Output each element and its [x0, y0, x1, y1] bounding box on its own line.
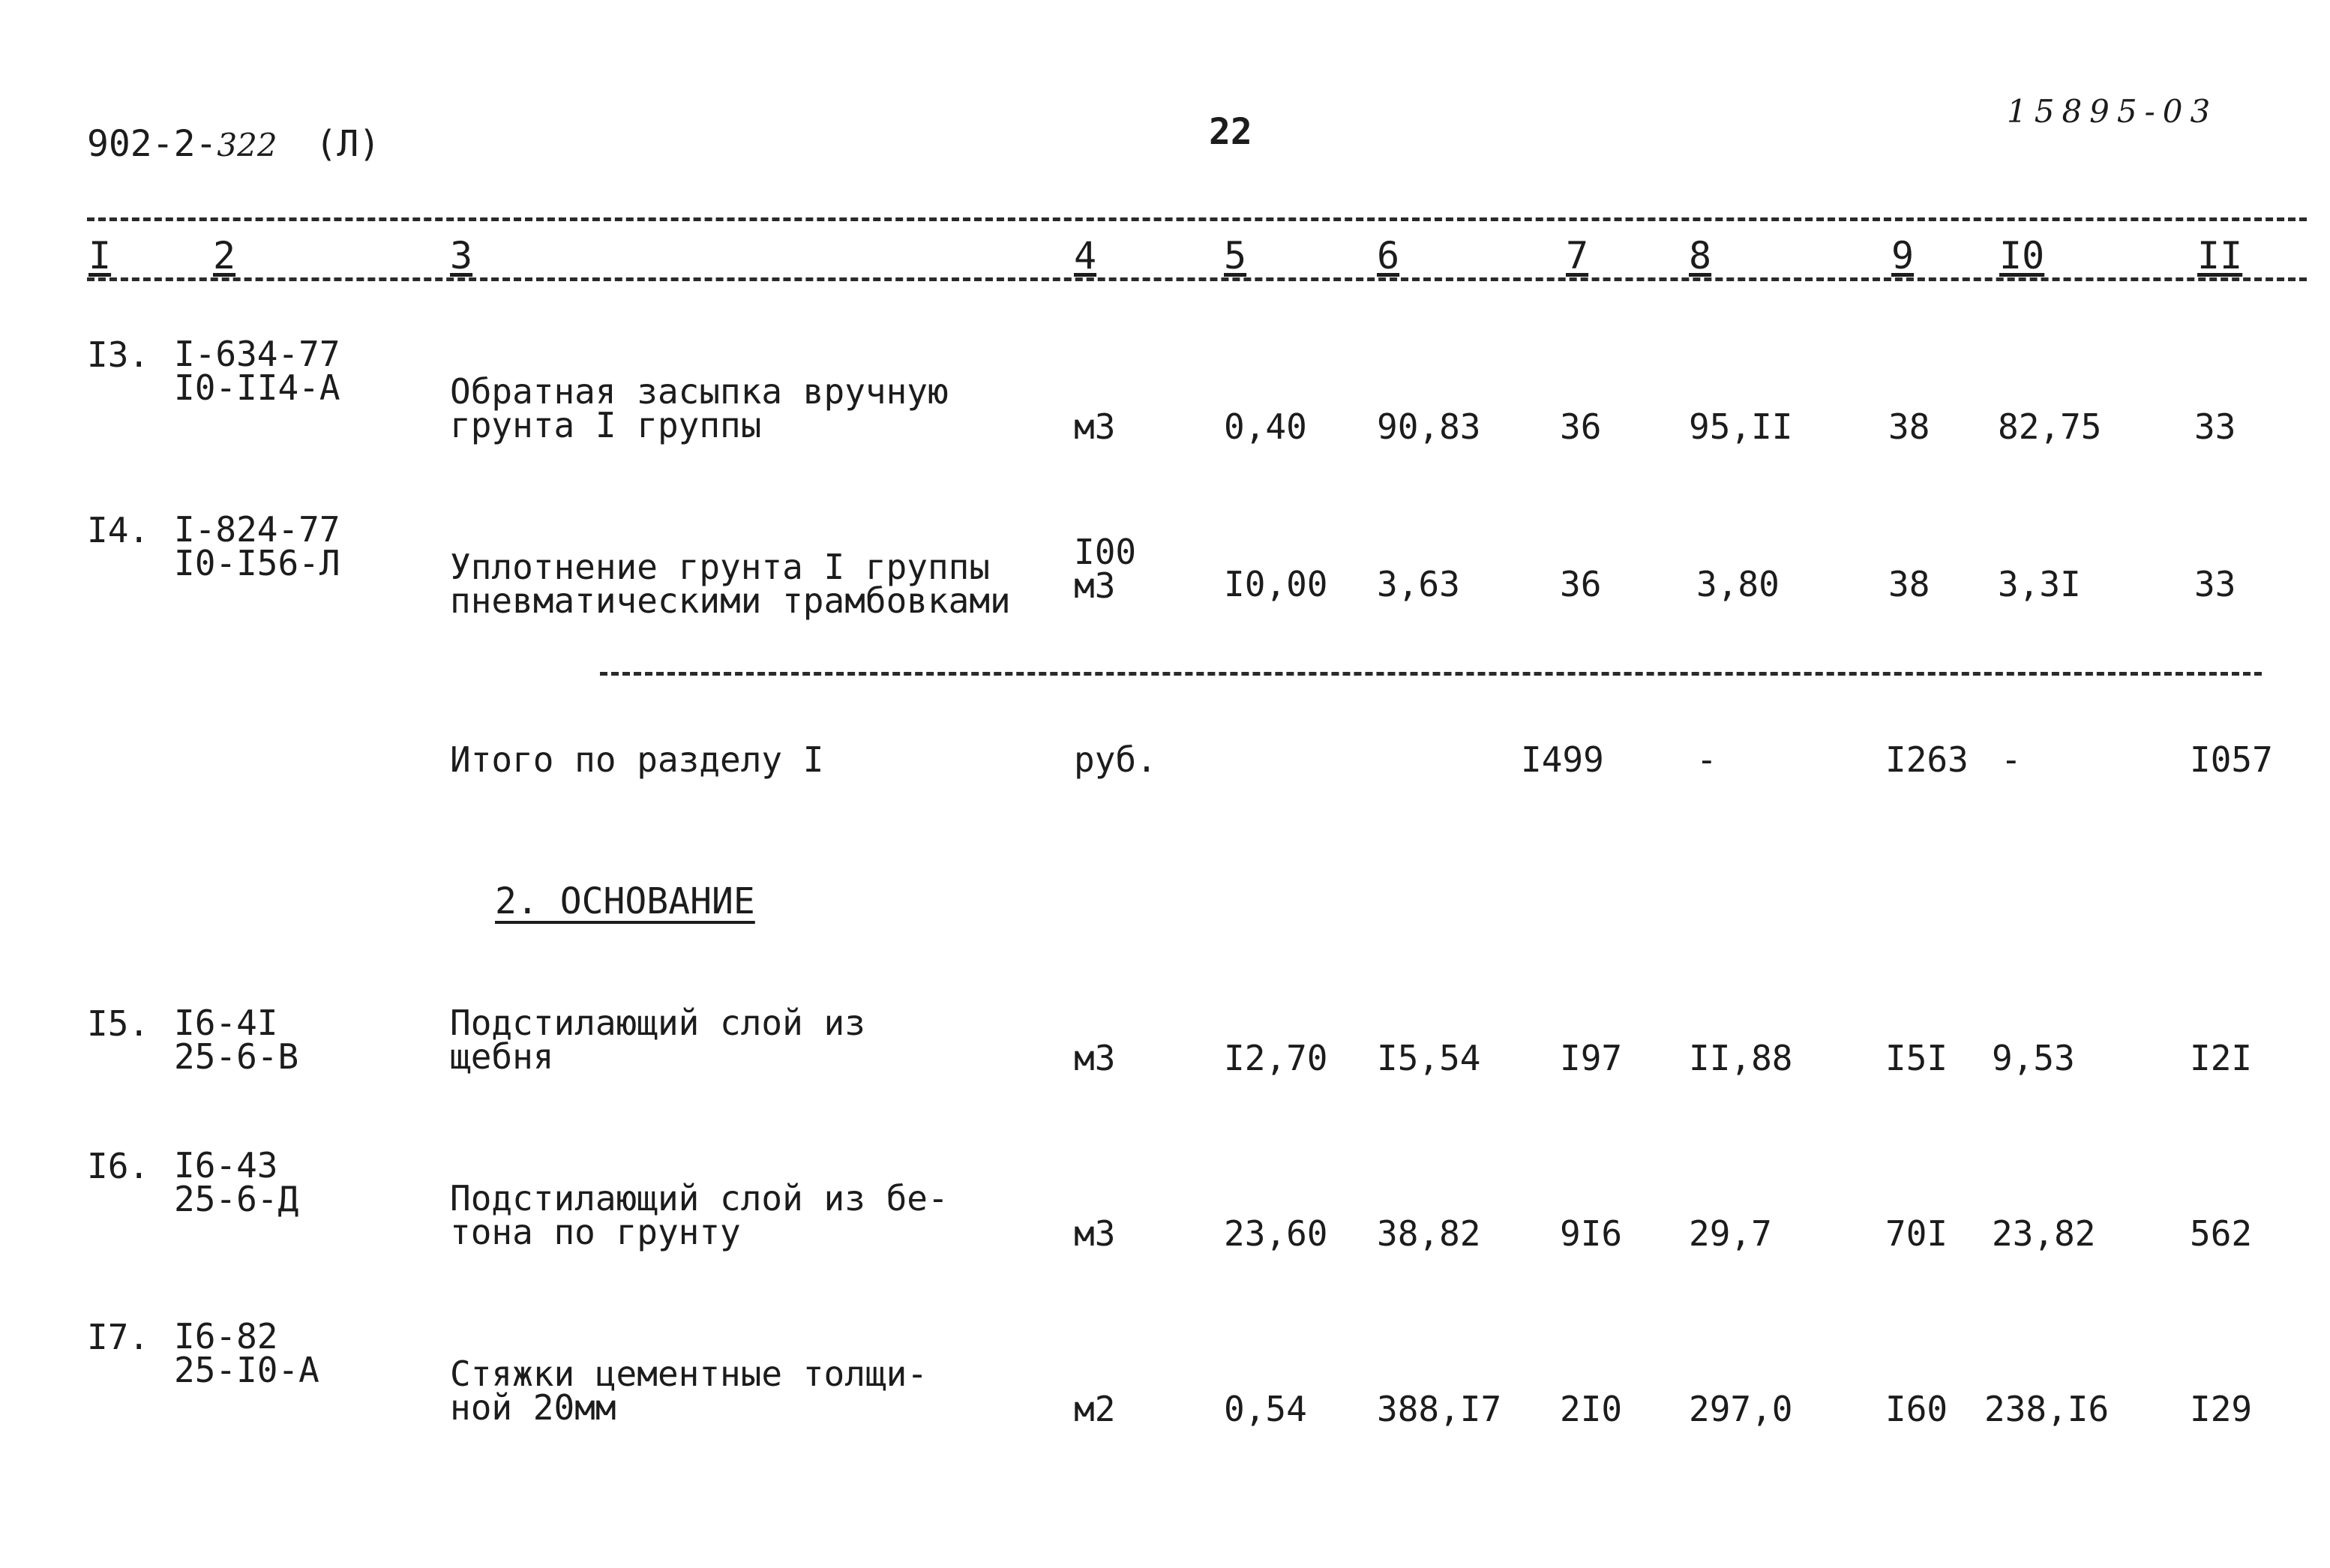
norm-code: I-824-77 I0-I56-Л — [174, 509, 340, 584]
section-heading: 2. ОСНОВАНИЕ — [495, 880, 755, 922]
col-header-5: 5 — [1224, 234, 1247, 277]
cell-col5: 23,60 — [1224, 1213, 1328, 1254]
unit: м2 — [1074, 1389, 1116, 1429]
col-header-2: 2 — [213, 234, 236, 277]
cell-col6: 38,82 — [1377, 1213, 1481, 1254]
subtotal-col11: I057 — [2190, 739, 2273, 780]
cell-col11: I29 — [2190, 1389, 2253, 1429]
unit: м3 — [1074, 1038, 1116, 1078]
subtotal-col9: I263 — [1885, 739, 1969, 780]
doc-code-prefix: 902-2- — [87, 123, 217, 165]
top-rule — [87, 217, 2307, 221]
stamp-number: 15895-03 — [2007, 93, 2218, 130]
col-header-8: 8 — [1689, 234, 1712, 277]
cell-col5: I2,70 — [1224, 1038, 1328, 1078]
cell-col6: I5,54 — [1377, 1038, 1481, 1078]
cell-col9: I60 — [1885, 1389, 1948, 1429]
col-header-10: I0 — [1999, 234, 2045, 277]
cell-col5: 0,40 — [1224, 406, 1307, 447]
cell-col7: I97 — [1560, 1038, 1623, 1078]
col-header-9: 9 — [1891, 234, 1915, 277]
subtotal-rule — [600, 672, 2262, 676]
norm-code: I-634-77 I0-II4-А — [174, 334, 340, 409]
work-description: Уплотнение грунта I группы пневматическими трамбовками — [450, 547, 1011, 622]
unit: м3 — [1074, 1213, 1116, 1254]
cell-col8: 297,0 — [1689, 1389, 1793, 1429]
cell-col7: 36 — [1560, 406, 1602, 447]
work-description: Обратная засыпка вручную грунта I группы — [450, 371, 949, 446]
cell-col10: 3,3I — [1998, 564, 2081, 604]
cell-col9: 70I — [1885, 1213, 1948, 1254]
row-number: I3. — [87, 334, 150, 375]
col-header-1: I — [88, 234, 112, 277]
subtotal-col10: - — [2001, 739, 2022, 780]
cell-col6: 90,83 — [1377, 406, 1481, 447]
cell-col7: 9I6 — [1560, 1213, 1623, 1254]
norm-code: I6-43 25-6-Д — [174, 1145, 299, 1220]
subtotal-col8: - — [1696, 739, 1717, 780]
cell-col10: 9,53 — [1992, 1038, 2075, 1078]
work-description: Стяжки цементные толщи- ной 20мм — [450, 1354, 928, 1429]
cell-col9: 38 — [1888, 564, 1930, 604]
row-number: I4. — [87, 510, 150, 550]
work-description: Подстилающий слой из щебня — [450, 1003, 865, 1078]
cell-col5: 0,54 — [1224, 1389, 1307, 1429]
subtotal-unit: руб. — [1074, 739, 1157, 780]
cell-col11: 33 — [2194, 564, 2236, 604]
row-number: I5. — [87, 1003, 150, 1044]
page-number: 22 — [1209, 111, 1252, 153]
col-header-3: 3 — [450, 234, 473, 277]
cell-col8: 3,80 — [1696, 564, 1780, 604]
cell-col7: 2I0 — [1560, 1389, 1623, 1429]
col-header-6: 6 — [1377, 234, 1400, 277]
subtotal-label: Итого по разделу I — [450, 739, 824, 780]
col-header-11: II — [2197, 234, 2243, 277]
row-number: I6. — [87, 1146, 150, 1186]
cell-col8: 95,II — [1689, 406, 1793, 447]
cell-col11: 33 — [2194, 406, 2236, 447]
unit: м3 — [1074, 406, 1116, 447]
cell-col6: 388,I7 — [1377, 1389, 1502, 1429]
cell-col11: I2I — [2190, 1038, 2253, 1078]
unit: I00 м3 — [1074, 532, 1137, 607]
doc-code-suffix: (Л) — [315, 123, 381, 165]
row-number: I7. — [87, 1317, 150, 1357]
cell-col11: 562 — [2190, 1213, 2253, 1254]
cell-col10: 82,75 — [1998, 406, 2102, 447]
header-rule — [87, 277, 2307, 281]
norm-code: I6-4I 25-6-В — [174, 1003, 299, 1078]
cell-col6: 3,63 — [1377, 564, 1460, 604]
col-header-4: 4 — [1074, 234, 1097, 277]
cell-col8: II,88 — [1689, 1038, 1793, 1078]
col-header-7: 7 — [1566, 234, 1589, 277]
cell-col10: 23,82 — [1992, 1213, 2096, 1254]
doc-code — [87, 123, 381, 165]
cell-col8: 29,7 — [1689, 1213, 1772, 1254]
cell-col5: I0,00 — [1224, 564, 1328, 604]
cell-col9: I5I — [1885, 1038, 1948, 1078]
norm-code: I6-82 25-I0-А — [174, 1316, 319, 1391]
cell-col9: 38 — [1888, 406, 1930, 447]
work-description: Подстилающий слой из бе- тона по грунту — [450, 1178, 949, 1253]
subtotal-col7: I499 — [1521, 739, 1604, 780]
doc-code-handwritten: 322 — [217, 127, 277, 163]
cell-col10: 238,I6 — [1984, 1389, 2110, 1429]
cell-col7: 36 — [1560, 564, 1602, 604]
